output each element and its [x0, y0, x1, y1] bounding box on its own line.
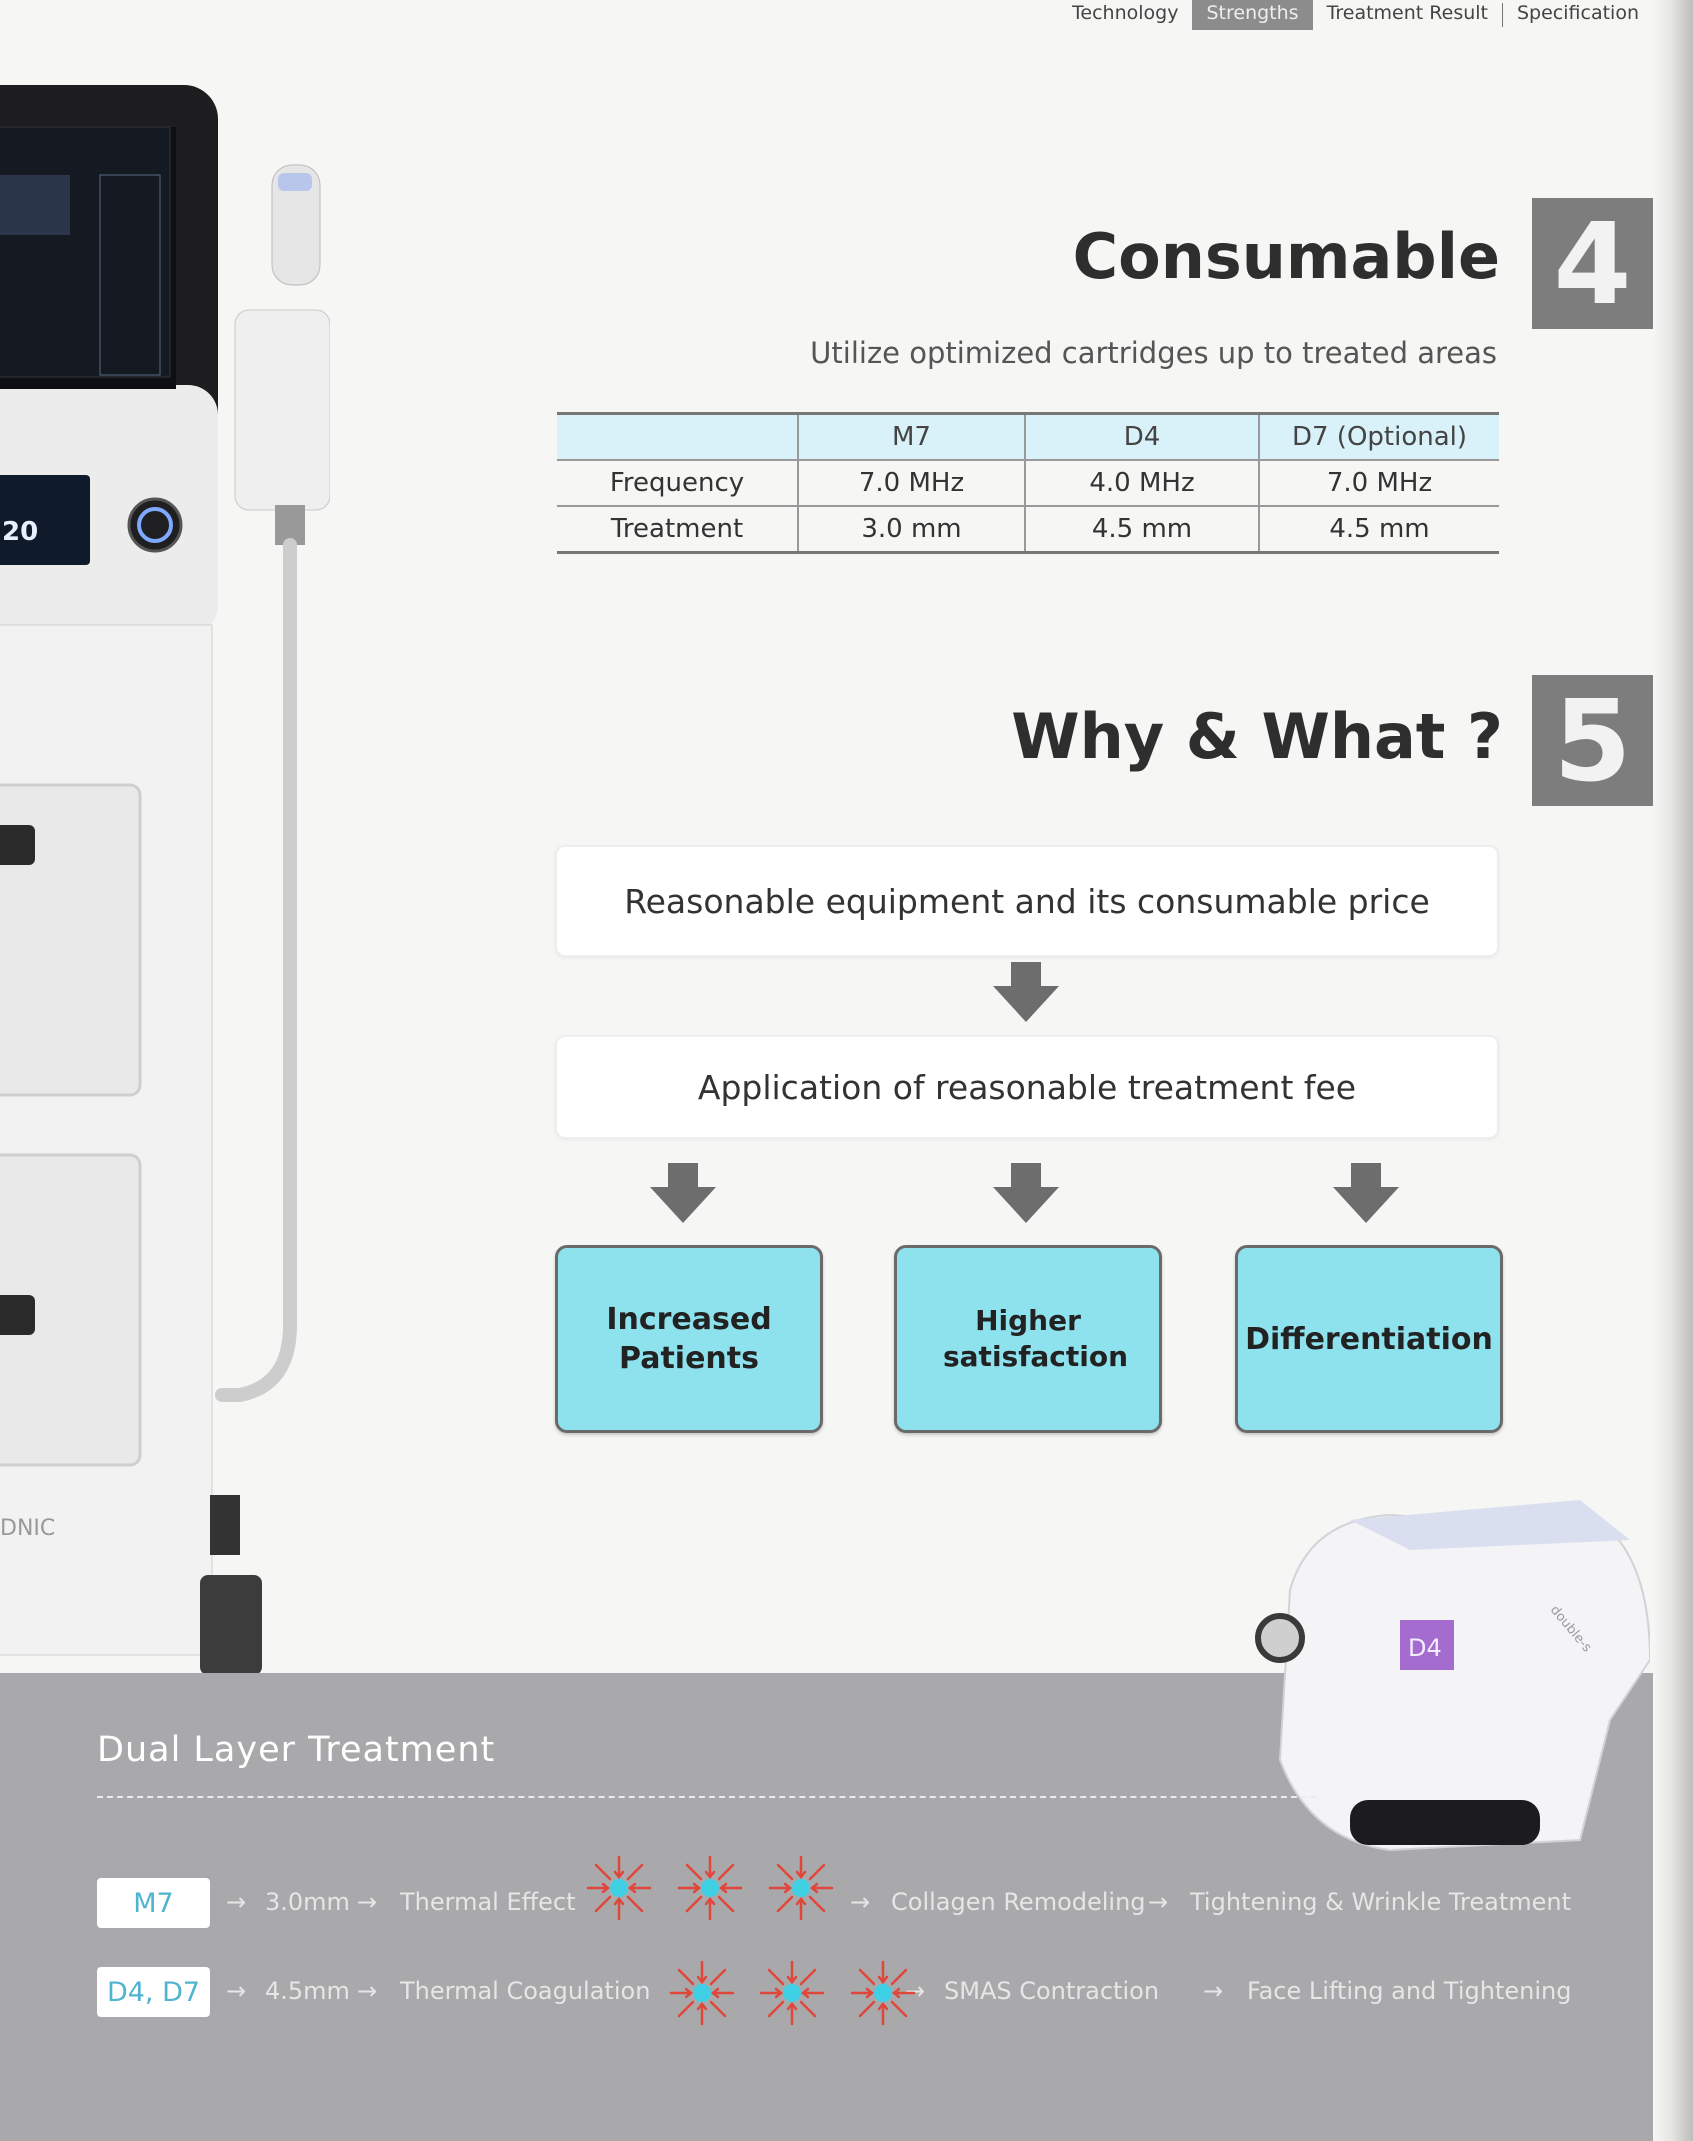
section5-title: Why & What ? [1011, 700, 1503, 773]
chain-arrow-1b: → [357, 1888, 378, 1916]
down-arrow-icon [993, 1163, 1059, 1223]
section4-subtitle: Utilize optimized cartridges up to treated areas [810, 336, 1497, 370]
row2-effect: Thermal Coagulation [400, 1977, 651, 2005]
tag-d4-d7 [97, 1967, 210, 2017]
row1-depth: 3.0mm [265, 1888, 350, 1916]
table-cell: Frequency [557, 460, 798, 506]
thermal-burst-icon [667, 1958, 737, 2028]
table-header-cell [557, 414, 798, 461]
thermal-burst-icon [766, 1853, 836, 1923]
down-arrow-icon [650, 1163, 716, 1223]
chain-arrow-1d: → [1148, 1888, 1169, 1916]
down-arrow-icon [993, 962, 1059, 1022]
table-row [557, 506, 1499, 553]
table-header-cell: M7 [798, 414, 1025, 461]
chain-arrow-2a: → [226, 1977, 247, 2005]
page-edge [1653, 0, 1693, 2141]
cartridge-illustration [1250, 1460, 1650, 1860]
table-cell: 7.0 MHz [798, 460, 1025, 506]
device-brand: DNIC [0, 1516, 56, 1541]
table-cell: Treatment [557, 506, 798, 553]
nav-specification[interactable]: Specification [1517, 2, 1639, 24]
chain-arrow-1a: → [226, 1888, 247, 1916]
table-cell: 4.0 MHz [1025, 460, 1259, 506]
table-cell: 4.5 mm [1259, 506, 1499, 553]
row1-effect: Thermal Effect [400, 1888, 576, 1916]
tag-m7 [97, 1878, 210, 1928]
table-header-row [557, 414, 1499, 461]
tag-label: D4, D7 [106, 1976, 201, 2008]
nav-strengths[interactable]: Strengths [1192, 0, 1312, 30]
flow-step-2 [555, 1035, 1499, 1139]
dual-layer-divider [97, 1796, 1317, 1798]
section4-number: 4 [1532, 198, 1653, 329]
chain-arrow-1c: → [850, 1888, 871, 1916]
flow-step-1-text: Reasonable equipment and its consumable price [624, 881, 1430, 921]
chain-arrow-2b: → [357, 1977, 378, 2005]
device-illustration [0, 85, 330, 1685]
chain-arrow-2d: → [1203, 1977, 1224, 2005]
cartridge-brand: double-s [1546, 1602, 1595, 1656]
nav-treatment-result[interactable]: Treatment Result [1326, 2, 1488, 24]
chain-arrow-2c: → [905, 1977, 926, 2005]
section4-title: Consumable [1072, 220, 1500, 293]
result-label: Higher satisfaction [943, 1303, 1129, 1373]
section5-number: 5 [1532, 675, 1653, 806]
dual-layer-title: Dual Layer Treatment [97, 1730, 496, 1770]
consumable-table [557, 412, 1499, 554]
flow-step-2-text: Application of reasonable treatment fee [697, 1067, 1357, 1107]
tag-label: M7 [133, 1887, 174, 1919]
table-header-cell: D7 (Optional) [1259, 414, 1499, 461]
row2-result2: Face Lifting and Tightening [1247, 1977, 1572, 2005]
table-cell: 4.5 mm [1025, 506, 1259, 553]
result-higher-satisfaction [894, 1245, 1162, 1433]
flow-step-1 [555, 845, 1499, 957]
thermal-burst-icon [757, 1958, 827, 2028]
table-header-cell: D4 [1025, 414, 1259, 461]
thermal-burst-icon [675, 1853, 745, 1923]
top-nav [1058, 0, 1653, 30]
table-row [557, 460, 1499, 506]
thermal-burst-icon [584, 1853, 654, 1923]
nav-technology[interactable]: Technology [1072, 2, 1179, 24]
result-label: Differentiation [1245, 1321, 1493, 1357]
table-cell: 7.0 MHz [1259, 460, 1499, 506]
result-differentiation [1235, 1245, 1503, 1433]
device-screen-value: 20 [2, 517, 39, 547]
cartridge-label: D4 [1408, 1634, 1442, 1662]
row2-depth: 4.5mm [265, 1977, 350, 2005]
down-arrow-icon [1333, 1163, 1399, 1223]
result-increased-patients [555, 1245, 823, 1433]
table-cell: 3.0 mm [798, 506, 1025, 553]
row1-result2: Tightening & Wrinkle Treatment [1190, 1888, 1571, 1916]
thermal-burst-icon [848, 1958, 918, 2028]
row2-result1: SMAS Contraction [944, 1977, 1160, 2005]
row1-result1: Collagen Remodeling [891, 1888, 1146, 1916]
result-label: Increased Patients [606, 1302, 772, 1376]
